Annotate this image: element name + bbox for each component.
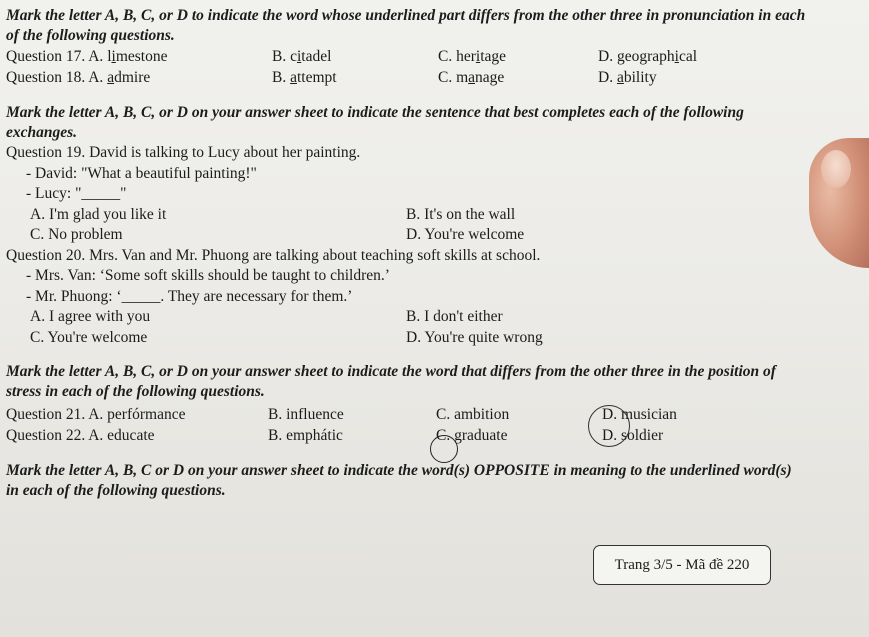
q22-option-c: C. graduate <box>436 426 508 444</box>
q20-line2 <box>6 287 806 308</box>
q18-option-c <box>438 68 504 89</box>
q18-option-a <box>6 68 150 89</box>
q19-line2 <box>6 184 806 205</box>
instruction-stress: Mark the letter A, B, C, or D on your answer sheet to indicate the word that differs from the other three in the position of stress in each of the following questions. <box>6 363 776 400</box>
q20-options-row2 <box>6 328 806 349</box>
q19-stem-text: Question 19. David is talking to Lucy about her painting. <box>6 144 361 161</box>
q21-option-d: D. musician <box>602 406 677 423</box>
q21-option-b: B. influence <box>268 406 344 423</box>
q18-b-underlined: a <box>290 68 297 86</box>
q18-option-d <box>598 68 657 89</box>
q17-a-post: mestone <box>115 48 168 65</box>
q22-option-b: B. emphátic <box>268 426 343 444</box>
q17-b-pre: B. c <box>272 48 297 65</box>
q17-d-pre: D. geograph <box>598 48 675 65</box>
q19-line1 <box>6 164 806 185</box>
fingernail-image <box>821 150 851 188</box>
q19-blank: _____ <box>81 185 121 202</box>
q17-option-d <box>598 47 697 68</box>
q19-option-c: C. No problem <box>30 226 123 243</box>
q19-options-row2 <box>6 225 806 246</box>
q18-d-underlined: a <box>616 68 624 86</box>
q17-option-a <box>6 47 167 68</box>
q21-option-c: C. ambition <box>436 406 510 423</box>
q17-label: Question 17. A. <box>6 48 104 65</box>
q21-option-a: Question 21. A. perfórmance <box>6 406 186 423</box>
q18-label: Question 18. A. <box>6 68 104 86</box>
q18-c-pre: C. m <box>438 68 469 86</box>
page-number-box <box>593 545 771 585</box>
q20-stem-text: Question 20. Mrs. Van and Mr. Phuong are talking about teaching soft skills at school. <box>6 246 541 264</box>
q19-line1-text: - David: "What a beautiful painting!" <box>26 164 257 182</box>
q20-option-d: D. You're quite wrong <box>406 328 543 346</box>
q17-d-underlined: i <box>674 48 679 65</box>
q22-option-d: D. soldier <box>602 426 664 444</box>
q20-line1-text: - Mrs. Van: ‘Some soft skills should be taught to children.’ <box>26 267 390 284</box>
q17-c-pre: C. her <box>438 48 476 65</box>
q17-a-pre: l <box>103 48 112 65</box>
q19-line2-pre: - Lucy: " <box>26 185 82 202</box>
q18-d-post: bility <box>623 68 657 86</box>
question-17 <box>6 47 806 68</box>
q17-c-post: tage <box>480 48 507 65</box>
q18-c-post: nage <box>475 68 505 86</box>
q18-d-pre: D. <box>598 68 617 86</box>
q17-b-underlined: i <box>296 48 302 65</box>
q17-option-c <box>438 47 506 68</box>
q20-stem <box>6 246 806 267</box>
q20-line2-pre: - Mr. Phuong: ‘ <box>26 287 122 305</box>
q17-option-b <box>272 47 331 68</box>
q20-options-row1 <box>6 307 806 328</box>
exam-content <box>6 6 806 501</box>
page-number-text: Trang 3/5 - Mã đề 220 <box>614 556 750 573</box>
question-22 <box>6 426 806 447</box>
q17-a-underlined: i <box>111 48 116 65</box>
q19-option-a: A. I'm glad you like it <box>30 205 167 223</box>
q19-option-d: D. You're welcome <box>406 226 525 243</box>
q18-b-post: ttempt <box>296 68 337 86</box>
q20-option-b: B. I don't either <box>406 308 503 325</box>
q17-c-underlined: i <box>475 48 481 65</box>
q17-d-post: cal <box>678 48 698 65</box>
q19-options-row1 <box>6 205 806 226</box>
q19-line2-post: " <box>120 185 127 202</box>
q20-line2-post: . They are necessary for them.’ <box>160 287 353 305</box>
q18-option-b <box>272 68 337 89</box>
question-21 <box>6 405 806 426</box>
q18-c-underlined: a <box>468 68 476 86</box>
q18-a-underlined: a <box>107 68 115 86</box>
q19-option-b: B. It's on the wall <box>406 205 516 223</box>
instruction-exchanges: Mark the letter A, B, C, or D on your answer sheet to indicate the sentence that best completes each of the following exchanges. <box>6 104 744 141</box>
q19-stem <box>6 143 806 164</box>
q20-option-a: A. I agree with you <box>30 308 151 325</box>
q17-b-post: tadel <box>301 48 332 65</box>
question-18 <box>6 68 806 89</box>
instruction-opposite: Mark the letter A, B, C or D on your answer sheet to indicate the word(s) OPPOSITE in meaning to the underlined word(s) in each of the following questions. <box>6 462 792 499</box>
q20-blank: _____ <box>121 287 161 305</box>
instruction-pronunciation: Mark the letter A, B, C, or D to indicate the word whose underlined part differs from the other three in pronunciation in each of the following questions. <box>6 7 806 44</box>
q22-option-a: Question 22. A. educate <box>6 426 155 444</box>
q20-line1 <box>6 266 806 287</box>
q18-a-post: dmire <box>114 68 151 86</box>
q18-b-pre: B. <box>272 68 291 86</box>
q20-option-c: C. You're welcome <box>30 328 148 346</box>
